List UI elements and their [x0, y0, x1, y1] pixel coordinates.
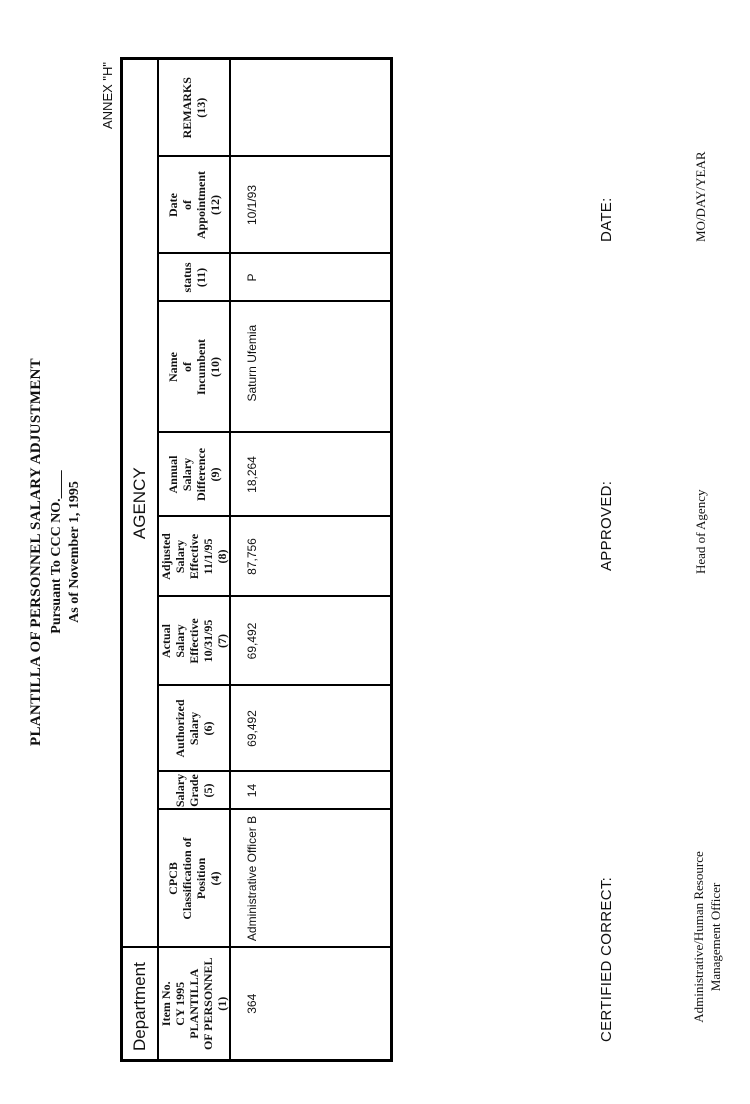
column-header-line: PLANTILLA: [187, 968, 201, 1039]
column-header-line: Salary: [180, 457, 194, 492]
document-title: PLANTILLA OF PERSONNEL SALARY ADJUSTMENT: [28, 358, 44, 746]
plantilla-table: [120, 57, 393, 1062]
column-header-line: Difference: [194, 447, 208, 502]
column-header-line: (12): [208, 195, 222, 215]
column-header-line: Incumbent: [194, 339, 208, 396]
column-header-line: CY 1995: [173, 981, 187, 1026]
appointment-date-cell: 10/1/93: [230, 157, 392, 254]
date-format-label: MO/DAY/YEAR: [693, 151, 708, 242]
column-header-line: CPCB: [166, 862, 180, 895]
annual-difference-cell: 18,264: [230, 433, 392, 517]
actual-salary-cell: 69,492: [230, 597, 392, 686]
column-header-actual-salary: [158, 597, 230, 686]
column-header-line: OF PERSONNEL: [201, 957, 215, 1051]
column-header-remarks: [158, 58, 230, 156]
column-header-line: (4): [208, 871, 222, 886]
column-header-line: of: [180, 200, 194, 210]
column-header-line: (1): [215, 996, 229, 1011]
group-header-row: [122, 58, 159, 1060]
column-header-row: [158, 58, 230, 1060]
agency-header: AGENCY: [122, 58, 159, 947]
incumbent-cell: Saturn Ufemia: [230, 302, 392, 433]
column-header-line: (5): [201, 783, 215, 798]
column-header-line: Annual: [166, 455, 180, 494]
column-header-line: (7): [215, 634, 229, 648]
column-header-line: Actual: [159, 624, 173, 658]
column-header-line: of: [180, 362, 194, 372]
signatory-head-of-agency: Head of Agency: [693, 489, 708, 574]
column-header-line: (9): [208, 467, 222, 482]
approved-label: APPROVED:: [598, 480, 615, 571]
column-header-line: Appointment: [194, 171, 208, 240]
column-header-annual-difference: [158, 433, 230, 517]
salary-grade-cell: 14: [230, 772, 392, 810]
authorized-salary-cell: 69,492: [230, 686, 392, 772]
column-header-appointment-date: [158, 157, 230, 254]
column-header-line: (10): [208, 357, 222, 377]
classification-cell: Administrative Officer B: [230, 810, 392, 948]
column-header-line: Item No.: [159, 981, 173, 1027]
column-header-line: (6): [201, 721, 215, 736]
column-header-line: Date: [166, 193, 180, 217]
column-header-classification: [158, 810, 230, 948]
column-header-line: Effective: [187, 533, 201, 580]
column-header-line: Salary: [173, 539, 187, 574]
signatory-admin-hr: Administrative/Human Resource Management Officer: [691, 851, 723, 1023]
adjusted-salary-cell: 87,756: [230, 517, 392, 597]
column-header-item-no: [158, 948, 230, 1061]
document-date-line: As of November 1, 1995: [67, 481, 82, 623]
remarks-cell: [230, 58, 392, 156]
column-header-line: Classification of: [180, 837, 194, 920]
column-header-salary-grade: [158, 772, 230, 810]
item-no-cell: 364: [230, 948, 392, 1061]
column-header-line: Authorized: [173, 699, 187, 758]
column-header-line: Salary: [173, 624, 187, 658]
column-header-line: Position: [194, 857, 208, 900]
document-subtitle: Pursuant To CCC NO.____: [49, 470, 64, 634]
column-header-line: Name: [166, 352, 180, 382]
table-row: [230, 58, 392, 1060]
column-header-adjusted-salary: [158, 517, 230, 597]
column-header-line: status: [180, 262, 194, 293]
column-header-line: Salary: [187, 711, 201, 746]
column-header-line: (13): [194, 97, 208, 118]
column-header-status: [158, 254, 230, 302]
column-header-line: (11): [194, 267, 208, 288]
column-header-line: 11/1/95: [201, 538, 215, 575]
annex-label: ANNEX "H": [100, 61, 115, 129]
department-header: Department: [122, 948, 159, 1061]
certified-correct-label: CERTIFIED CORRECT:: [598, 876, 615, 1042]
column-header-line: Grade: [187, 774, 201, 807]
column-header-authorized-salary: [158, 686, 230, 772]
status-cell: P: [230, 254, 392, 302]
column-header-incumbent: [158, 302, 230, 433]
column-header-line: (8): [215, 549, 229, 564]
column-header-line: REMARKS: [180, 77, 194, 139]
column-header-line: Adjusted: [159, 533, 173, 580]
column-header-line: Effective: [187, 618, 201, 664]
column-header-line: 10/31/95: [201, 619, 215, 663]
column-header-line: Salary: [173, 773, 187, 808]
date-label: DATE:: [598, 197, 615, 242]
